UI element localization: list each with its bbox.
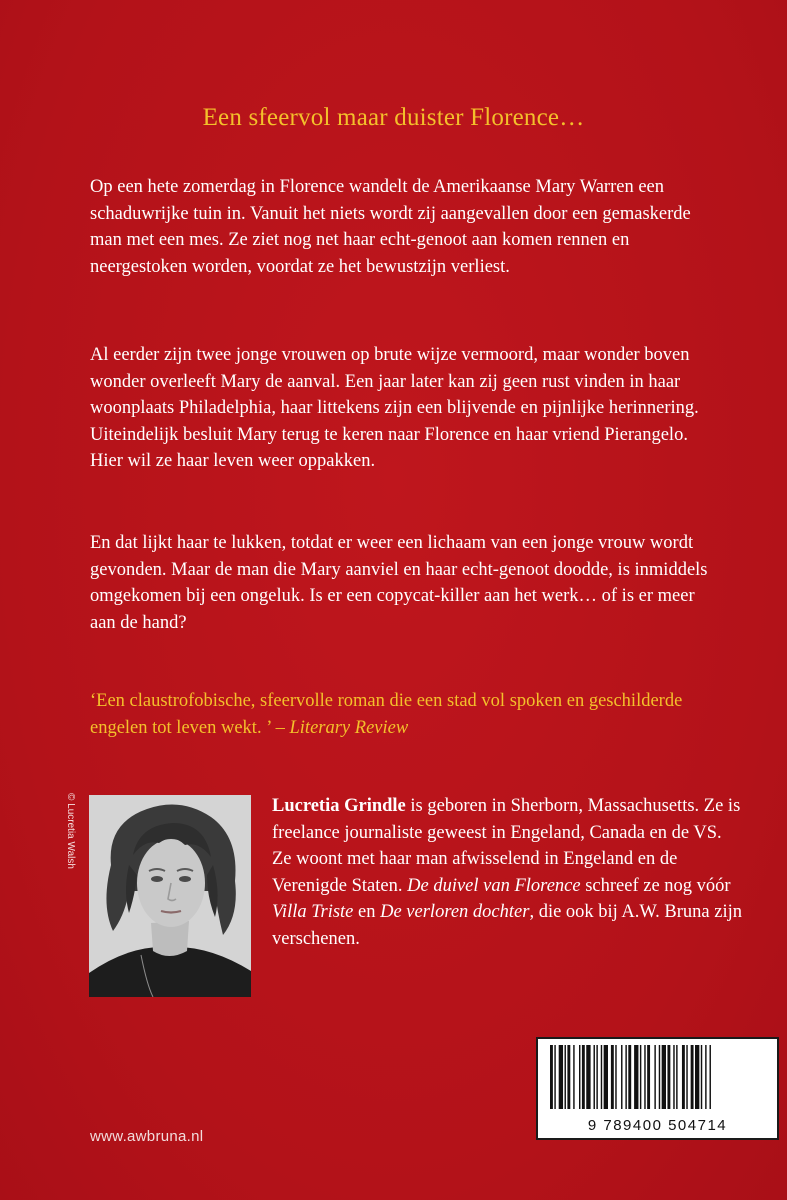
barcode-bar	[676, 1045, 677, 1109]
barcode-bar	[565, 1045, 566, 1109]
barcode-bar	[621, 1045, 622, 1109]
barcode-bar	[601, 1045, 602, 1109]
barcode-bar	[662, 1045, 666, 1109]
barcode-bar	[625, 1045, 626, 1109]
barcode-bar	[582, 1045, 585, 1109]
barcode-bar	[586, 1045, 590, 1109]
barcode-bar	[594, 1045, 595, 1109]
barcode-bar	[686, 1045, 687, 1109]
barcode-bar	[596, 1045, 597, 1109]
photo-credit	[60, 793, 82, 1003]
barcode-bar	[710, 1045, 711, 1109]
barcode-bar	[705, 1045, 706, 1109]
barcode-bar	[634, 1045, 638, 1109]
barcode-bar	[659, 1045, 660, 1109]
barcode-bar	[691, 1045, 694, 1109]
author-photo	[89, 795, 251, 997]
publisher-website: www.awbruna.nl	[90, 1128, 204, 1145]
barcode-digits: 9 789400 504714	[587, 1117, 728, 1134]
paragraph-text: En dat lijkt haar te lukken, totdat er weer een lichaam van een jonge vrouw wordt gevonden. Maar de man die Mary aanviel en haar echt-genoot doodde, is inmiddels omgekomen bij een ongeluk. Is er een copycat-killer aan het werk… of is er meer aan de hand?	[90, 533, 708, 633]
bio-text-2: schreef ze nog vóór	[580, 875, 731, 896]
book-title-1: De duivel van Florence	[407, 875, 581, 896]
barcode-bar	[644, 1045, 645, 1109]
review-quote	[90, 688, 710, 741]
barcode-bar	[673, 1045, 674, 1109]
barcode-bar	[654, 1045, 655, 1109]
barcode-bar	[667, 1045, 670, 1109]
blurb-paragraph-2	[90, 342, 715, 475]
bio-text-1: is geboren in Sherborn, Massachusetts. Ze is freelance journaliste geweest in Engeland, Canada en de VS. Ze woont met haar man afwisselend in Engeland en de Verenigde Staten.	[272, 796, 741, 896]
barcode-bar	[604, 1045, 608, 1109]
photo-credit-text: © Lucretia Walsh	[65, 793, 76, 869]
barcode-bar	[647, 1045, 650, 1109]
author-bio	[272, 793, 742, 952]
book-title-2: Villa Triste	[272, 902, 354, 922]
isbn-barcode	[536, 1037, 779, 1140]
book-title-3: De verloren dochter	[380, 902, 530, 922]
barcode-bar	[554, 1045, 555, 1109]
barcode-bar	[550, 1045, 553, 1109]
barcode-bar	[615, 1045, 616, 1109]
barcode-bar	[611, 1045, 614, 1109]
barcode-bar	[579, 1045, 580, 1109]
barcode-bar	[640, 1045, 641, 1109]
bio-text-3: en	[353, 902, 381, 922]
quote-text: ‘Een claustrofobische, sfeervolle roman die een stad vol spoken en geschilderde engelen tot leven wekt. ’ –	[90, 691, 683, 738]
barcode-bar	[559, 1045, 563, 1109]
author-name: Lucretia Grindle	[272, 796, 406, 816]
blurb-paragraph-3	[90, 530, 715, 636]
barcode-bar	[573, 1045, 574, 1109]
author-portrait-illustration	[89, 795, 251, 997]
barcode-bar	[567, 1045, 570, 1109]
barcode-bar	[682, 1045, 685, 1109]
paragraph-text: Op een hete zomerdag in Florence wandelt de Amerikaanse Mary Warren een schaduwrijke tuin in. Vanuit het niets wordt zij aangevallen door een gemaskerde man met een mes. Ze ziet nog net haar echt-genoot aan komen rennen en neergestoken worden, voordat ze het bewustzijn verliest.	[90, 177, 691, 277]
barcode-bar	[701, 1045, 702, 1109]
bio-text-4: , die ook bij A.W. Bruna zijn verschenen.	[272, 902, 742, 949]
barcode-bar	[695, 1045, 699, 1109]
quote-source: Literary Review	[289, 717, 409, 738]
tagline: Een sfeervol maar duister Florence…	[202, 104, 585, 131]
barcode-bar	[628, 1045, 631, 1109]
barcode-bars	[548, 1045, 767, 1109]
blurb-paragraph-1	[90, 174, 715, 280]
paragraph-text: Al eerder zijn twee jonge vrouwen op brute wijze vermoord, maar wonder boven wonder overleeft Mary de aanval. Een jaar later kan zij geen rust vinden in haar woonplaats Philadelphia, haar littekens zijn een blijvende en pijnlijke herinnering. Uiteindelijk besluit Mary terug te keren naar Florence en haar vriend Pierangelo. Hier wil ze haar leven weer oppakken.	[90, 345, 699, 471]
